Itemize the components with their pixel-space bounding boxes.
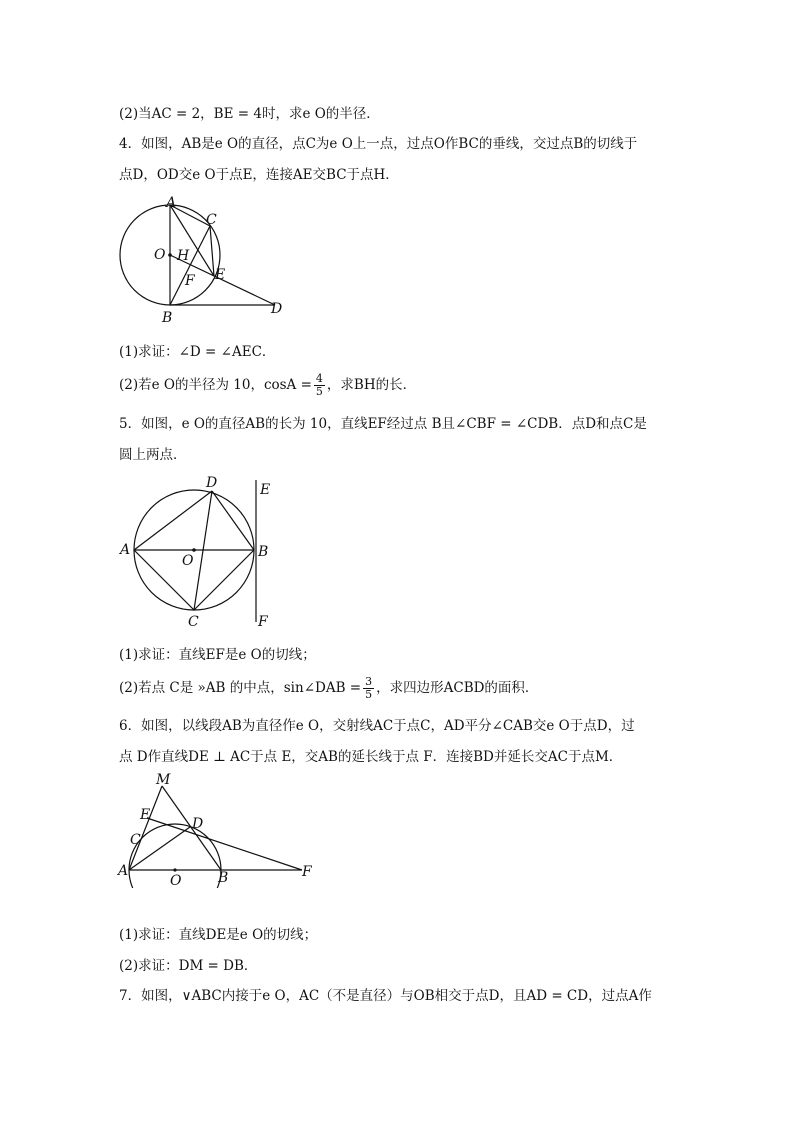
figure-problem-5 bbox=[112, 472, 292, 630]
problem-6-part-2: (2)求证：DM = DB． bbox=[119, 958, 258, 974]
problem-5-line-1: 5．如图，e O的直径AB的长为 10，直线EF经过点 B且∠CBF = ∠CDB．点D和点C是 bbox=[119, 416, 647, 432]
fig3-label-B: B bbox=[218, 870, 229, 886]
fig2-label-E: E bbox=[260, 482, 271, 498]
figure-problem-4 bbox=[110, 192, 300, 327]
problem-4-part-2 bbox=[119, 373, 416, 398]
problem-6-part-1: (1)求证：直线DE是e O的切线； bbox=[119, 927, 318, 943]
fig3-label-E: E bbox=[140, 807, 151, 823]
figure-problem-6 bbox=[112, 772, 322, 888]
fig1-label-E: E bbox=[215, 267, 226, 283]
fig2-label-C: C bbox=[188, 614, 199, 630]
fig2-label-O: O bbox=[182, 553, 194, 569]
fraction-denominator: 5 bbox=[315, 385, 323, 398]
fig1-label-H: H bbox=[177, 248, 190, 264]
fig1-label-D: D bbox=[271, 301, 283, 317]
fig1-label-C: C bbox=[206, 212, 217, 228]
fig2-label-D: D bbox=[206, 475, 218, 491]
fig1-label-F: F bbox=[185, 273, 195, 289]
fig1-label-B: B bbox=[162, 310, 173, 326]
problem-5-part-1: (1)求证：直线EF是e O的切线； bbox=[119, 647, 316, 663]
fig3-label-D: D bbox=[192, 816, 204, 832]
fig1-label-A: A bbox=[166, 195, 177, 211]
problem-7-line-1: 7．如图，∨ABC内接于e O，AC（不是直径）与OB相交于点D，且AD = CD，过点A作 bbox=[119, 988, 652, 1004]
p5-part2-prefix: (2)若点 C是 »AB 的中点，sin∠DAB = bbox=[119, 680, 362, 696]
problem-6-line-2: 点 D作直线DE ⊥ AC于点 E，交AB的延长线于点 F．连接BD并延长交AC于点M． bbox=[119, 749, 623, 765]
fig2-label-F: F bbox=[258, 614, 268, 630]
problem-5-line-2: 圆上两点． bbox=[119, 447, 187, 463]
fig3-label-M: M bbox=[156, 772, 171, 788]
fraction-sinDAB bbox=[363, 676, 374, 701]
fig1-label-O: O bbox=[154, 247, 166, 263]
text-line-1: (2)当AC = 2，BE = 4时，求e O的半径． bbox=[119, 106, 380, 122]
fig3-label-O: O bbox=[170, 873, 182, 888]
fig2-label-A: A bbox=[120, 542, 131, 558]
problem-5-part-2 bbox=[119, 676, 538, 701]
fig3-label-F: F bbox=[302, 864, 312, 880]
problem-4-line-1: 4．如图，AB是e O的直径，点C为e O上一点，过点O作BC的垂线，交过点B的切线于 bbox=[119, 136, 638, 152]
fig3-label-C: C bbox=[130, 832, 141, 848]
fig2-label-B: B bbox=[258, 544, 269, 560]
fraction-cosA bbox=[314, 373, 325, 398]
problem-4-part-1: (1)求证：∠D = ∠AEC． bbox=[119, 344, 276, 360]
p4-part2-suffix: ，求BH的长． bbox=[326, 377, 417, 393]
problem-6-line-1: 6．如图，以线段AB为直径作e O，交射线AC于点C，AD平分∠CAB交e O于点D，过 bbox=[119, 718, 635, 734]
fraction-numerator: 3 bbox=[365, 675, 373, 688]
fraction-numerator: 4 bbox=[315, 372, 323, 385]
p4-part2-prefix: (2)若e O的半径为 10，cosA = bbox=[119, 377, 312, 393]
p5-part2-suffix: ，求四边形ACBD的面积． bbox=[376, 680, 539, 696]
fig3-label-A: A bbox=[118, 863, 129, 879]
fraction-denominator: 5 bbox=[365, 688, 373, 701]
problem-4-line-2: 点D，OD交e O于点E，连接AE交BC于点H． bbox=[119, 167, 399, 183]
